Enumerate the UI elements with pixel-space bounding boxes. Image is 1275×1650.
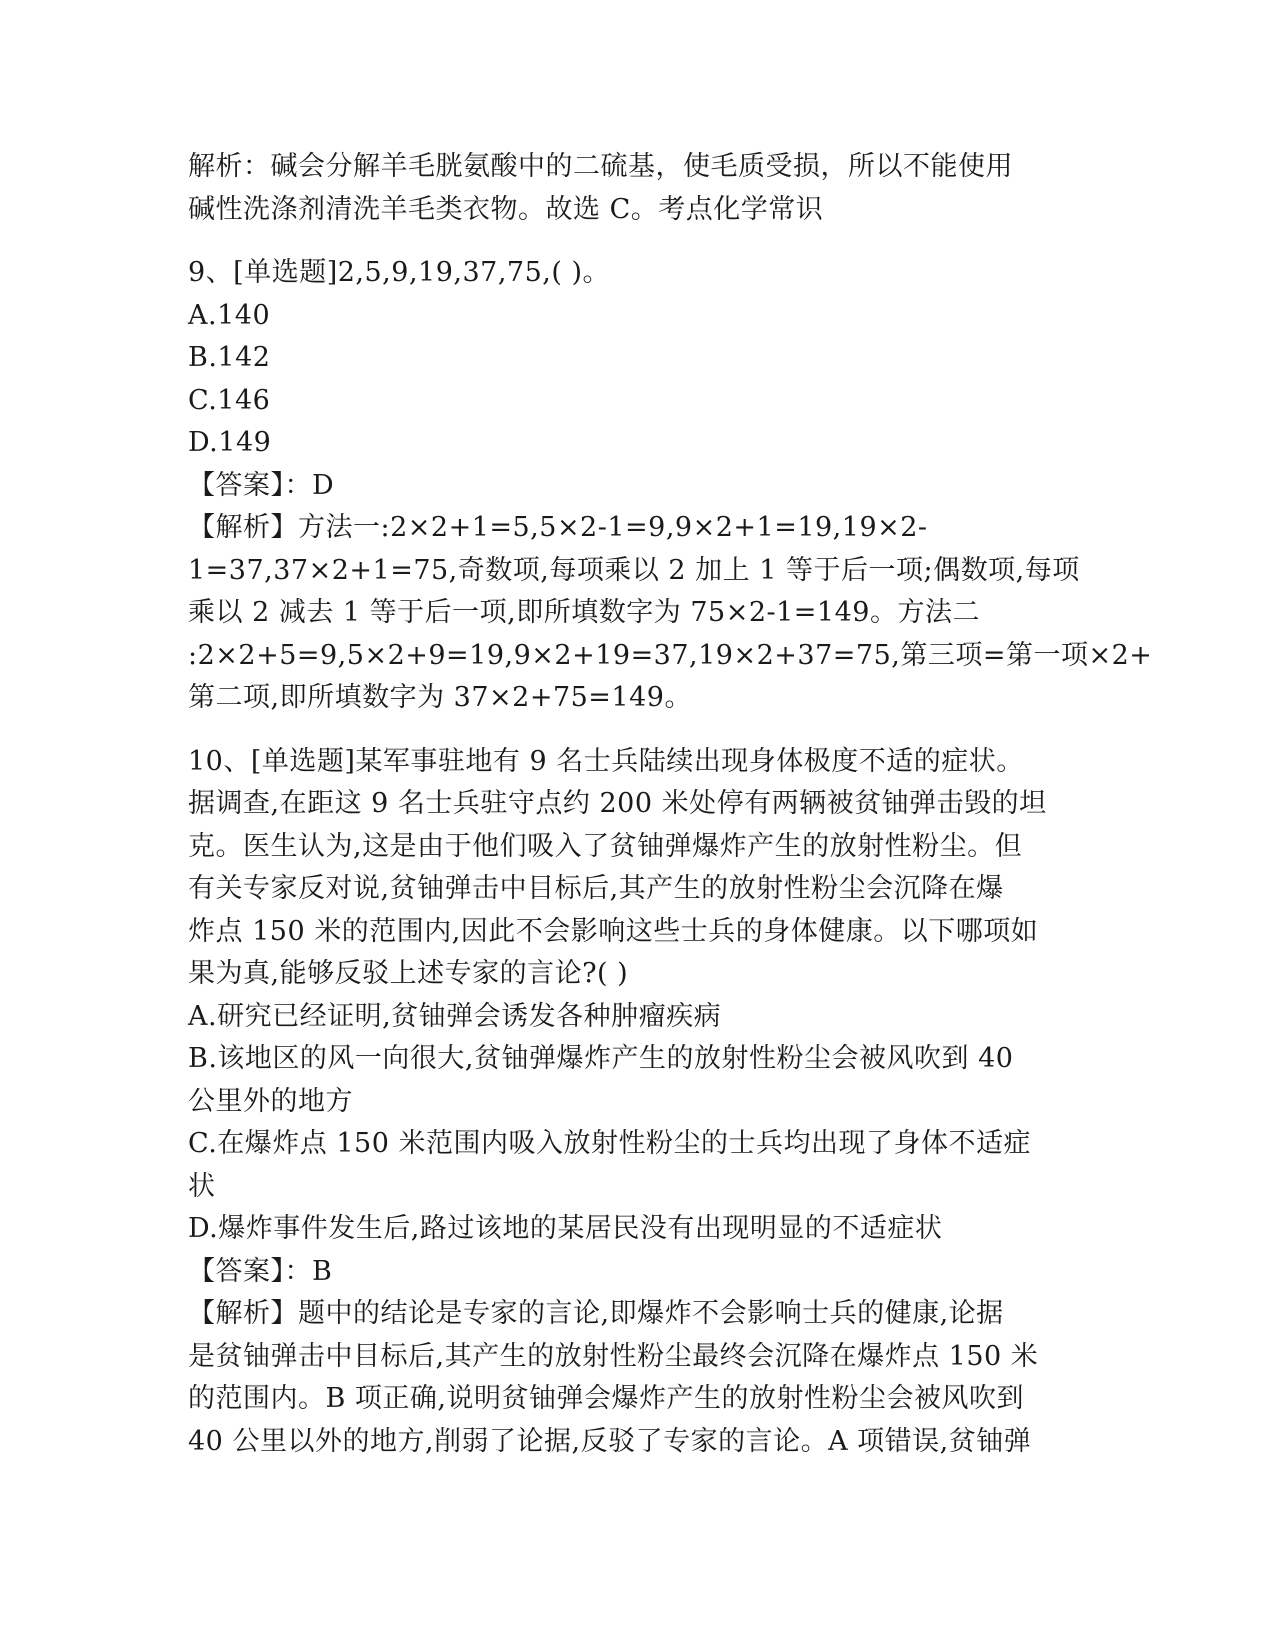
question-stem: 有关专家反对说,贫铀弹击中目标后,其产生的放射性粉尘会沉降在爆 (188, 873, 1004, 904)
question-stem: 10、[单选题]某军事驻地有 9 名士兵陆续出现身体极度不适的症状。 (188, 745, 1024, 777)
q8-explanation (188, 146, 1088, 231)
analysis-line: :2×2+5=9,5×2+9=19,9×2+19=37,19×2+37=75,第三项=第一项×2+ (188, 639, 1153, 671)
text-line: 解析：碱会分解羊毛胱氨酸中的二硫基，使毛质受损，所以不能使用 (188, 151, 1013, 182)
analysis-line: 第二项,即所填数字为 37×2+75=149。 (188, 682, 692, 713)
option-b: B.142 (188, 342, 271, 373)
option-b-cont: 公里外的地方 (188, 1085, 353, 1117)
option-b: B.该地区的风一向很大,贫铀弹爆炸产生的放射性粉尘会被风吹到 40 (188, 1043, 1014, 1074)
option-a: A.140 (188, 299, 271, 331)
option-c-cont: 状 (188, 1170, 216, 1202)
text-line: 碱性洗涤剂清洗羊毛类衣物。故选 C。考点化学常识 (188, 193, 824, 225)
answer: 【答案】：B (188, 1255, 333, 1287)
analysis-line: 【解析】题中的结论是专家的言论,即爆炸不会影响士兵的健康,论据 (188, 1298, 1004, 1329)
question-10 (188, 741, 1088, 1464)
question-stem: 据调查,在距这 9 名士兵驻守点约 200 米处停有两辆被贫铀弹击毁的坦 (188, 788, 1047, 819)
option-a: A.研究已经证明,贫铀弹会诱发各种肿瘤疾病 (188, 1000, 722, 1032)
paragraph-gap (188, 720, 1088, 741)
option-d: D.爆炸事件发生后,路过该地的某居民没有出现明显的不适症状 (188, 1213, 943, 1244)
document-page (188, 146, 1153, 1463)
option-d: D.149 (188, 427, 272, 458)
analysis-line: 40 公里以外的地方,削弱了论据,反驳了专家的言论。A 项错误,贫铀弹 (188, 1425, 1032, 1457)
question-9 (188, 252, 1153, 720)
question-stem: 克。医生认为,这是由于他们吸入了贫铀弹爆炸产生的放射性粉尘。但 (188, 830, 1023, 862)
analysis-line: 【解析】方法一:2×2+1=5,5×2-1=9,9×2+1=19,19×2- (188, 512, 928, 543)
analysis-line: 1=37,37×2+1=75,奇数项,每项乘以 2 加上 1 等于后一项;偶数项,每项 (188, 554, 1080, 586)
option-c: C.在爆炸点 150 米范围内吸入放射性粉尘的士兵均出现了身体不适症 (188, 1128, 1031, 1159)
paragraph-gap (188, 231, 1088, 252)
analysis-line: 的范围内。B 项正确,说明贫铀弹会爆炸产生的放射性粉尘会被风吹到 (188, 1383, 1025, 1414)
question-stem: 炸点 150 米的范围内,因此不会影响这些士兵的身体健康。以下哪项如 (188, 915, 1039, 947)
question-stem: 果为真,能够反驳上述专家的言论?( ) (188, 958, 629, 989)
answer: 【答案】：D (188, 469, 335, 501)
question-stem: 9、[单选题]2,5,9,19,37,75,( )。 (188, 257, 610, 288)
analysis-line: 是贫铀弹击中目标后,其产生的放射性粉尘最终会沉降在爆炸点 150 米 (188, 1340, 1039, 1372)
option-c: C.146 (188, 384, 271, 416)
analysis-line: 乘以 2 减去 1 等于后一项,即所填数字为 75×2-1=149。方法二 (188, 597, 980, 628)
